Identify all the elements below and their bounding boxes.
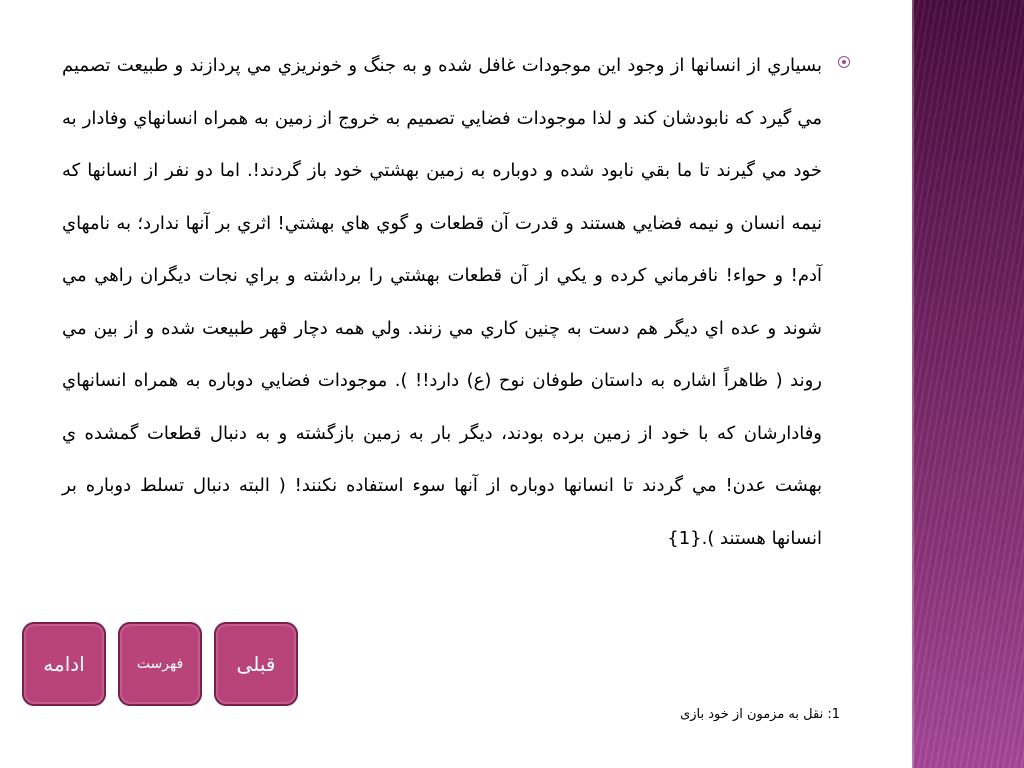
- side-decoration-band: [912, 0, 1024, 768]
- bullet-icon: [838, 56, 850, 68]
- continue-button[interactable]: ادامه: [22, 622, 106, 706]
- index-button[interactable]: فهرست: [118, 622, 202, 706]
- footnote: 1: نقل به مزمون از خود بازی: [680, 707, 840, 722]
- body-paragraph: بسياري از انسانها از وجود اين موجودات غافل شده و به جنگ و خونريزي مي پردازند و طبيعت تصميم مي گيرد كه نابودشان كند و لذا موجودات فضايي تصميم به خروج از زمين به همراه انسانهاي وفادار به خود مي گيرند تا ما بقي نابود شده و دوباره به زمين بهشتي خود باز گردند!. اما دو نفر از انسانها كه نيمه انسان و نيمه فضايي هستند و قدرت آن قطعات و گوي هاي بهشتي! اثري بر آنها ندارد؛ به نامهاي آدم! و حواء! نافرماني كرده و يكي از آن قطعات بهشتي را برداشته و براي نجات ديگران راهي مي شوند و عده اي ديگر هم دست به چنين كاري مي زنند. ولي همه دچار قهر طبيعت شده و از بين مي روند ( ظاهراً اشاره به داستان طوفان نوح (ع) دارد!! ). موجودات فضايي دوباره به همراه انسانهاي وفادارشان كه با خود از زمين برده بودند، ديگر بار به زمين بازگشته و به دنبال قطعات گمشده ي بهشت عدن! مي گردند تا انسانها دوباره از آنها سوء استفاده نكنند! ( البته دنبال تسلط دوباره بر انسانها هستند ).{1}: [62, 55, 822, 549]
- previous-button[interactable]: قبلی: [214, 622, 298, 706]
